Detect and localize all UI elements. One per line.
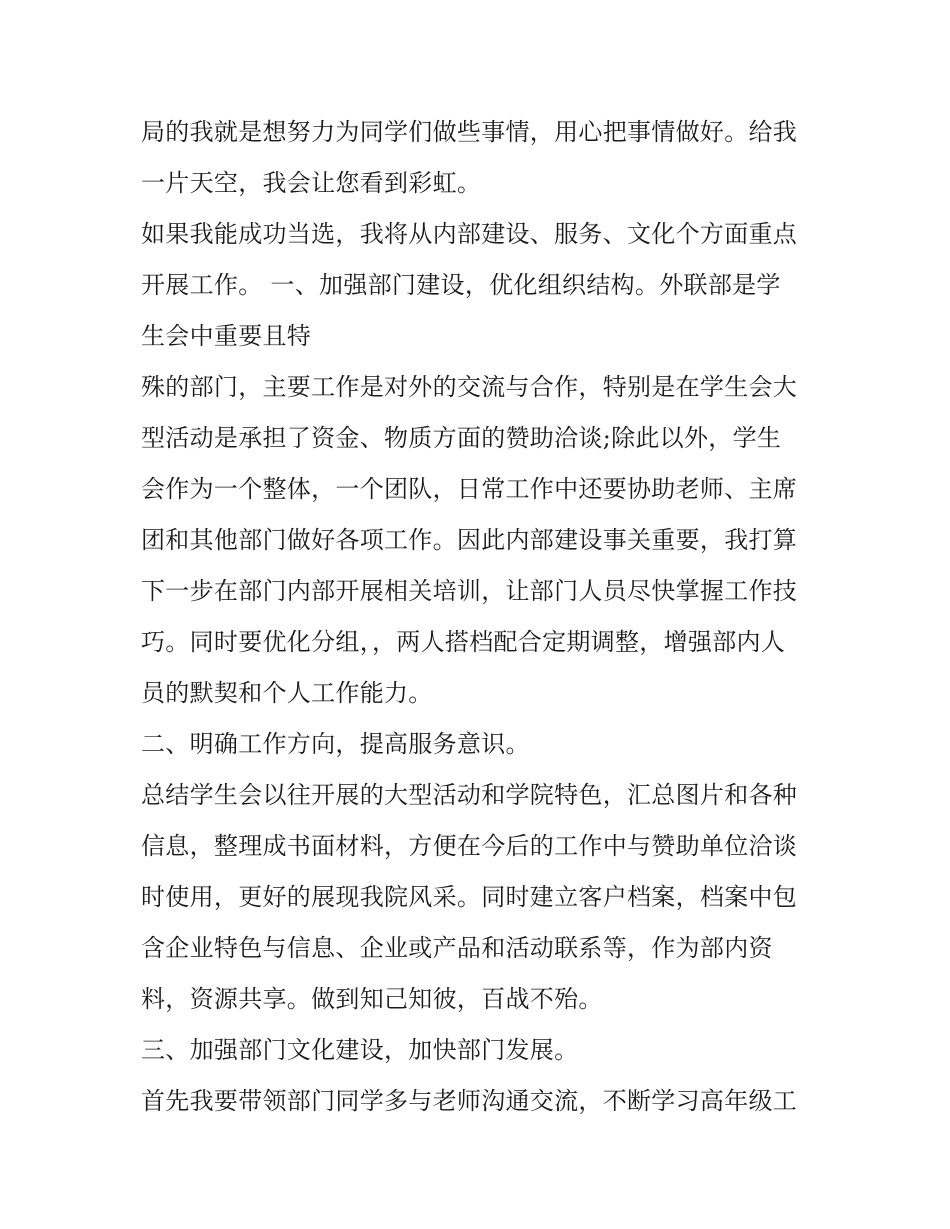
text-line-12: 员的默契和个人工作能力。 bbox=[141, 679, 433, 707]
text-line-4: 开展工作。 一、加强部门建设，优化组织结构。外联部是学 bbox=[141, 271, 781, 299]
text-line-16: 时使用，更好的展现我院风采。同时建立客户档案，档案中包 bbox=[141, 883, 798, 911]
text-line-1: 局的我就是想努力为同学们做些事情，用心把事情做好。给我 bbox=[141, 118, 798, 146]
text-line-13: 二、明确工作方向，提高服务意识。 bbox=[141, 730, 530, 758]
body-text bbox=[141, 107, 821, 1127]
text-line-19: 三、加强部门文化建设，加快部门发展。 bbox=[141, 1036, 579, 1064]
text-line-15: 信息，整理成书面材料，方便在今后的工作中与赞助单位洽谈 bbox=[141, 832, 798, 860]
text-line-5: 生会中重要且特 bbox=[141, 322, 312, 350]
text-line-2: 一片天空，我会让您看到彩虹。 bbox=[141, 169, 482, 197]
text-line-8: 会作为一个整体，一个团队，日常工作中还要协助老师、主席 bbox=[141, 475, 798, 503]
text-line-3: 如果我能成功当选，我将从内部建设、服务、文化个方面重点 bbox=[141, 220, 798, 248]
text-line-17: 含企业特色与信息、企业或产品和活动联系等，作为部内资 bbox=[141, 934, 773, 962]
text-line-7: 型活动是承担了资金、物质方面的赞助洽谈;除此以外，学生 bbox=[141, 424, 782, 452]
text-line-18: 料，资源共享。做到知己知彼，百战不殆。 bbox=[141, 985, 603, 1013]
text-line-6: 殊的部门，主要工作是对外的交流与合作，特别是在学生会大 bbox=[141, 373, 798, 401]
text-line-10: 下一步在部门内部开展相关培训，让部门人员尽快掌握工作技 bbox=[141, 577, 798, 605]
text-line-14: 总结学生会以往开展的大型活动和学院特色，汇总图片和各种 bbox=[141, 781, 798, 809]
text-line-20: 首先我要带领部门同学多与老师沟通交流，不断学习高年级工 bbox=[141, 1087, 798, 1115]
text-line-9: 团和其他部门做好各项工作。因此内部建设事关重要，我打算 bbox=[141, 526, 798, 554]
text-line-11: 巧。同时要优化分组，，两人搭档配合定期调整，增强部内人 bbox=[141, 628, 786, 656]
